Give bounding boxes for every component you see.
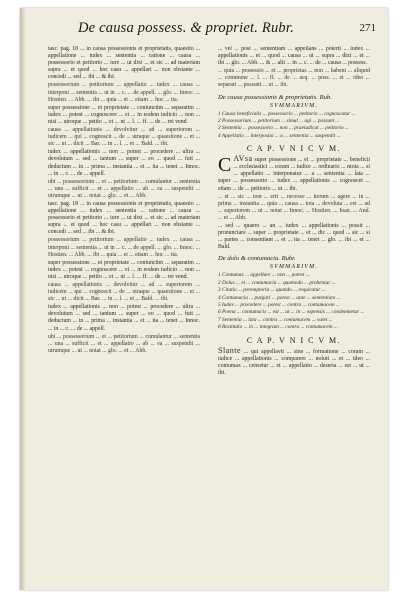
chapter-heading: C A P. V N I C V M. (246, 335, 342, 345)
lead-word: AVsa (233, 154, 253, 164)
paragraph: ubi ... possessorium ... et ... petitorium ... cumulantur ... sententia ... una ... sufficit ... et ... appellatio ... ab ... ea ... suspendit ... utrumque ... ut ... notat ... glo. ... et ... Abb. (48, 178, 200, 199)
section-title-text: De causa possessionis & proprietatis. (218, 93, 318, 101)
paragraph: causa ... appellationis ... devolvitur ... ad ... superiorem ... iudicem ... qui ... cognoscit ... de ... utraque ... quaestione ... et ... sic ... ut ... dicit ... Bar. ... in ... l. ... et ... Bald. ... ibi. (48, 282, 200, 303)
summary-item: 4 Contumacia ... purgari ... potest ... ante ... sententiam ... (218, 294, 341, 301)
paragraph: ... sed ... quaero ... an ... iudex ... appellationis ... possit ... pronunciare ... super ... proprietate ... et ... dic ... quod ... sic ... si ... partes ... consentiant ... et ... ita ... tenet ... glo. ... ibi ... et ... Bald. (218, 223, 370, 251)
summary-heading: SVMMARIVM. (269, 102, 319, 109)
summary-item: 8 Restitutio ... in ... integrum ... contra ... contumacem ... (218, 324, 338, 331)
section-de-causa-possessionis (218, 94, 370, 252)
chapter-text (218, 155, 370, 192)
chapter-body: super possessione ... et ... proprietate ... beneficii ... ecclesiastici ... coram ... iudice ... ordinario ... mota ... si ... appellatio ... interponatur ... a ... sententia ... lata ... super ... possessorio ... iudex ... appellationis ... cognoscet ... etiam ... de ... petitorio ... ut ... ibi. (218, 157, 370, 192)
section-title (218, 255, 370, 262)
right-column (218, 46, 370, 566)
summary-item: 7 Sententia ... lata ... contra ... contumacem ... valet ... (218, 316, 333, 323)
summary-heading: SVMMARIVM. (269, 264, 319, 271)
section-title-suffix: Rubr. (281, 255, 296, 263)
paragraph: causa ... appellationis ... devolvitur ... ad ... superiorem ... iudicem ... qui ... cognoscit ... de ... utraque ... quaestione ... et ... sic ... ut ... dicit ... Bar. ... in ... l. ... et ... Bald. ... ibi. (48, 127, 200, 148)
summary-item: 2 Dolus ... et ... contumacia ... quomodo ... probentur ... (218, 279, 336, 286)
summary-item: 2 Possessorium ... petitorium ... simul ... agi ... possunt ... (218, 117, 340, 124)
summary-item: 3 Sententia ... possessorio ... non ... praeiudicat ... petitorio ... (218, 125, 349, 132)
page-header (78, 20, 378, 38)
chapter-body: ... qui appellavit ... sine ... formatione ... coram ... iudice ... appellationis ... comparere ... noluit ... et ... ideo ... contumax ... censetur ... et ... appellatio ... deserta ... est ... ut ... ibi. (218, 348, 370, 376)
chapter-heading: C A P. V N I C V M. (246, 144, 342, 154)
summary-item: 1 Causa beneficialis ... possessorio ... petitorio ... cognoscatur ... (218, 110, 356, 117)
chapter-text (218, 347, 370, 377)
summary-item: 3 Citatio ... peremptoria ... quando ... requiratur ... (218, 287, 326, 294)
paragraph: ... vel ... post ... sententiam ... appellans ... poterit ... iudex ... appellationis ... et ... quod ... causa ... ut ... supra ... dixi ... et ... ibi ... glo. ... Abb. ... & ... alii ... in ... c. ... de ... causa ... possess. (218, 46, 370, 67)
paragraph: ubi ... possessorium ... et ... petitorium ... cumulantur ... sententia ... una ... sufficit ... et ... appellatio ... ab ... ea ... suspendit ... utrumque ... ut ... notat ... glo. ... et ... Abb. (48, 333, 200, 354)
paragraph: super possessione ... et proprietate ... coniunctim ... separatim ... iudex ... potest ... cognoscere ... et ... in eodem iudicio ... non ... nisi ... utroque ... petito ... et ... ut ... l. ... ff. ... de ... rei vend. (48, 259, 200, 280)
drop-cap: C (218, 154, 232, 177)
paragraph: possessorium ... petitorium ... appellatio ... iudex ... causa ... interponi ... sententia ... ut in ... c. ... de appell. ... glo. ... Innoc. ... Hostien. ... Abb. ... ibi ... quia ... et ... etiam ... hoc ... ita. (48, 237, 200, 258)
folio-number: 271 (359, 22, 376, 34)
left-column (48, 46, 200, 566)
book-page (20, 8, 388, 590)
section-title (218, 94, 370, 101)
summary-item: 6 Poena ... contumacis ... est ... ut ... in ... expensis ... condemnetur ... (218, 309, 365, 316)
lead-word: Slante (218, 345, 241, 355)
paragraph: tasc. pag. 18 ... in causa possessionis et proprietatis, quaestio ... appellatione ... iudex ... sententia ... ratione ... causa ... possessorio et petitorio ... iure ... ut dixi ... et sic ... ad materiam supra ... et quod ... hoc casu ... appellari ... non obstante ... concedi ... sed ... ibi ... & ibi. (48, 200, 200, 236)
paragraph: ... quia ... possessio ... et ... proprietas ... non ... habent ... aliquid ... commune ... l. ... ff. ... de ... acq. ... poss. ... et ... ideo ... separari ... possunt ... ut ... ibi. (218, 68, 370, 89)
summary-item: 4 Appellatio ... interposita ... a ... sententia ... suspendit ... (218, 132, 341, 139)
section-de-dolo-contumacia (218, 255, 370, 377)
summary-item: 1 Contumax ... appellare ... non ... potest ... (218, 272, 310, 279)
paragraph: super possessione ... et proprietate ... coniunctim ... separatim ... iudex ... potest ... cognoscere ... et ... in eodem iudicio ... non ... nisi ... utroque ... petito ... et ... ut ... l. ... ff. ... de ... rei vend. (48, 104, 200, 125)
section-title-suffix: Rub. (319, 93, 332, 101)
paragraph: tasc. pag. 18 ... in causa possessionis et proprietatis, quaestio ... appellatione ... iudex ... sententia ... ratione ... causa ... possessorio et petitorio ... iure ... ut dixi ... et sic ... ad materiam supra ... et quod ... hoc casu ... appellari ... non obstante ... concedi ... sed ... ibi ... & ibi. (48, 46, 200, 81)
paragraph: iudex ... appellationis ... non ... potest ... procedere ... ultra ... devolutum ... sed ... tantum ... super ... eo ... quod ... fuit ... deductum ... in ... prima ... instantia ... et ... ita ... tenet ... Innoc. ... in ... c. ... de ... appell. (48, 304, 200, 332)
summary-item: 5 Iudex ... procedere ... potest ... contra ... contumacem ... (218, 302, 340, 309)
section-title-text: De dolo & contumacia. (218, 255, 280, 263)
paragraph: possessorium ... petitorium ... appellatio ... iudex ... causa ... interponi ... sententia ... ut in ... c. ... de appell. ... glo. ... Innoc. ... Hostien. ... Abb. ... ibi ... quia ... et ... etiam ... hoc ... ita. (48, 82, 200, 103)
paragraph: ... et ... sic ... non ... erit ... necesse ... iterum ... agere ... in ... prima ... instantia ... quia ... causa ... tota ... devoluta ... est ... ad ... superiorem ... ut ... notat ... Innoc. ... Hostien. ... Ioan. ... And. ... et ... Abb. (218, 193, 370, 221)
paragraph: iudex ... appellationis ... non ... potest ... procedere ... ultra ... devolutum ... sed ... tantum ... super ... eo ... quod ... fuit ... deductum ... in ... prima ... instantia ... et ... ita ... tenet ... Innoc. ... in ... c. ... de ... appell. (48, 149, 200, 177)
running-title: De causa possess. & propriet. Rubr. (78, 20, 294, 36)
